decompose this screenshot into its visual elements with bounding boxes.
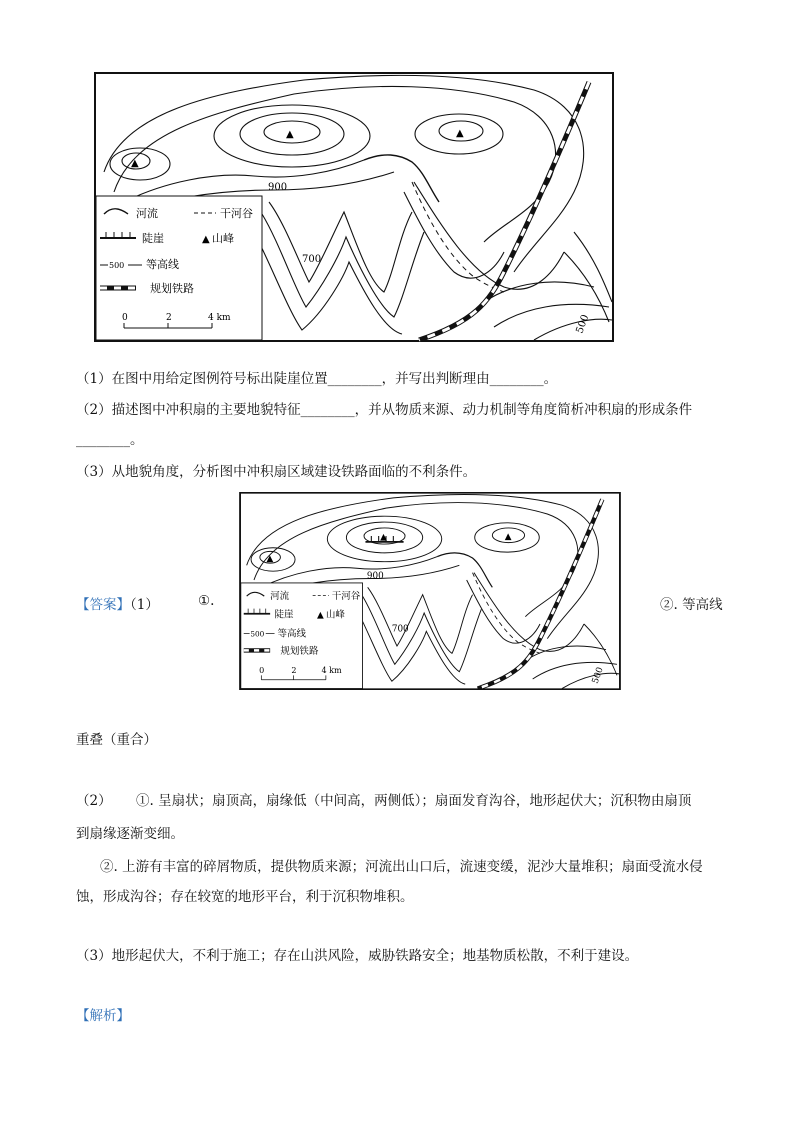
contour-label-500: 500: [590, 665, 606, 686]
legend-contour: 等高线: [146, 258, 179, 271]
question-3: （3）从地貌角度，分析图中冲积扇区域建设铁路面临的不利条件。: [76, 464, 477, 480]
contour-label-700: 700: [302, 254, 322, 265]
contour-label-900: 900: [268, 182, 288, 193]
legend-river: 河流: [270, 591, 290, 603]
legend-cliff: 陡崖: [274, 609, 294, 621]
answer-1-continuation: 重叠（重合）: [76, 732, 157, 748]
legend-railway: 规划铁路: [280, 646, 319, 658]
legend-railway: 规划铁路: [150, 282, 194, 295]
scale-0: 0: [259, 666, 265, 676]
answer-2-point-2-cont: 蚀，形成沟谷；存在较宽的地形平台，利于沉积物堆积。: [76, 889, 414, 905]
scale-0: 0: [122, 313, 128, 323]
scale-4: 4 km: [208, 313, 231, 323]
contour-map-top: [94, 72, 614, 342]
peak-icon: ▲: [456, 128, 464, 139]
analysis-tag: 【解析】: [76, 1008, 130, 1024]
legend-contour-value: 500: [250, 629, 265, 639]
question-2-cont: ________。: [76, 432, 144, 448]
contour-map-answer: [238, 492, 622, 690]
peak-icon: ▲: [266, 553, 274, 564]
legend-dry-valley: 干河谷: [220, 207, 253, 220]
legend-peak: 山峰: [325, 609, 345, 621]
map-legend: [241, 583, 363, 689]
legend-cliff: 陡崖: [142, 232, 164, 245]
legend-contour: 等高线: [277, 628, 307, 640]
peak-icon: ▲: [504, 531, 512, 542]
answer-2-number: （2）: [76, 793, 112, 809]
answer-1-point-2: ②. 等高线: [660, 597, 723, 613]
answer-1-row: [76, 593, 159, 613]
peak-icon: ▲: [286, 129, 294, 140]
answer-tag: 【答案】: [76, 597, 130, 613]
contour-label-500: 500: [574, 313, 592, 336]
scale-2: 2: [291, 666, 297, 676]
answer-2-point-1: ①. 呈扇状；扇顶高，扇缘低（中间高，两侧低）；扇面发育沟谷，地形起伏大；沉积物由扇顶: [136, 793, 692, 809]
contour-label-900: 900: [366, 571, 384, 582]
question-1: （1）在图中用给定图例符号标出陡崖位置________，并写出判断理由________。: [76, 371, 558, 387]
peak-icon: ▲: [202, 234, 210, 245]
peak-icon: ▲: [131, 158, 139, 169]
legend-contour-value: 500: [109, 261, 125, 270]
answer-1-number: （1）: [130, 597, 159, 613]
peak-icon: ▲: [380, 532, 387, 543]
map-legend: [96, 196, 262, 340]
legend-dry-valley: 干河谷: [331, 591, 361, 603]
answer-3: （3）地形起伏大，不利于施工；存在山洪风险，威胁铁路安全；地基物质松散，不利于建设。: [76, 948, 639, 964]
contour-label-700: 700: [391, 624, 409, 635]
peak-icon: ▲: [317, 610, 324, 621]
answer-2-point-2: ②. 上游有丰富的碎屑物质，提供物质来源；河流出山口后，流速变缓，泥沙大量堆积；扇面受流水侵: [100, 859, 703, 875]
scale-4: 4 km: [321, 666, 342, 676]
scale-2: 2: [166, 313, 172, 323]
legend-river: 河流: [136, 207, 158, 220]
answer-1-point-1: ①.: [198, 593, 215, 609]
question-2: （2）描述图中冲积扇的主要地貌特征________，并从物质来源、动力机制等角度简析冲积扇的形成条件: [76, 402, 693, 418]
answer-2-point-1-cont: 到扇缘逐渐变细。: [76, 826, 184, 842]
legend-peak: 山峰: [212, 232, 234, 245]
